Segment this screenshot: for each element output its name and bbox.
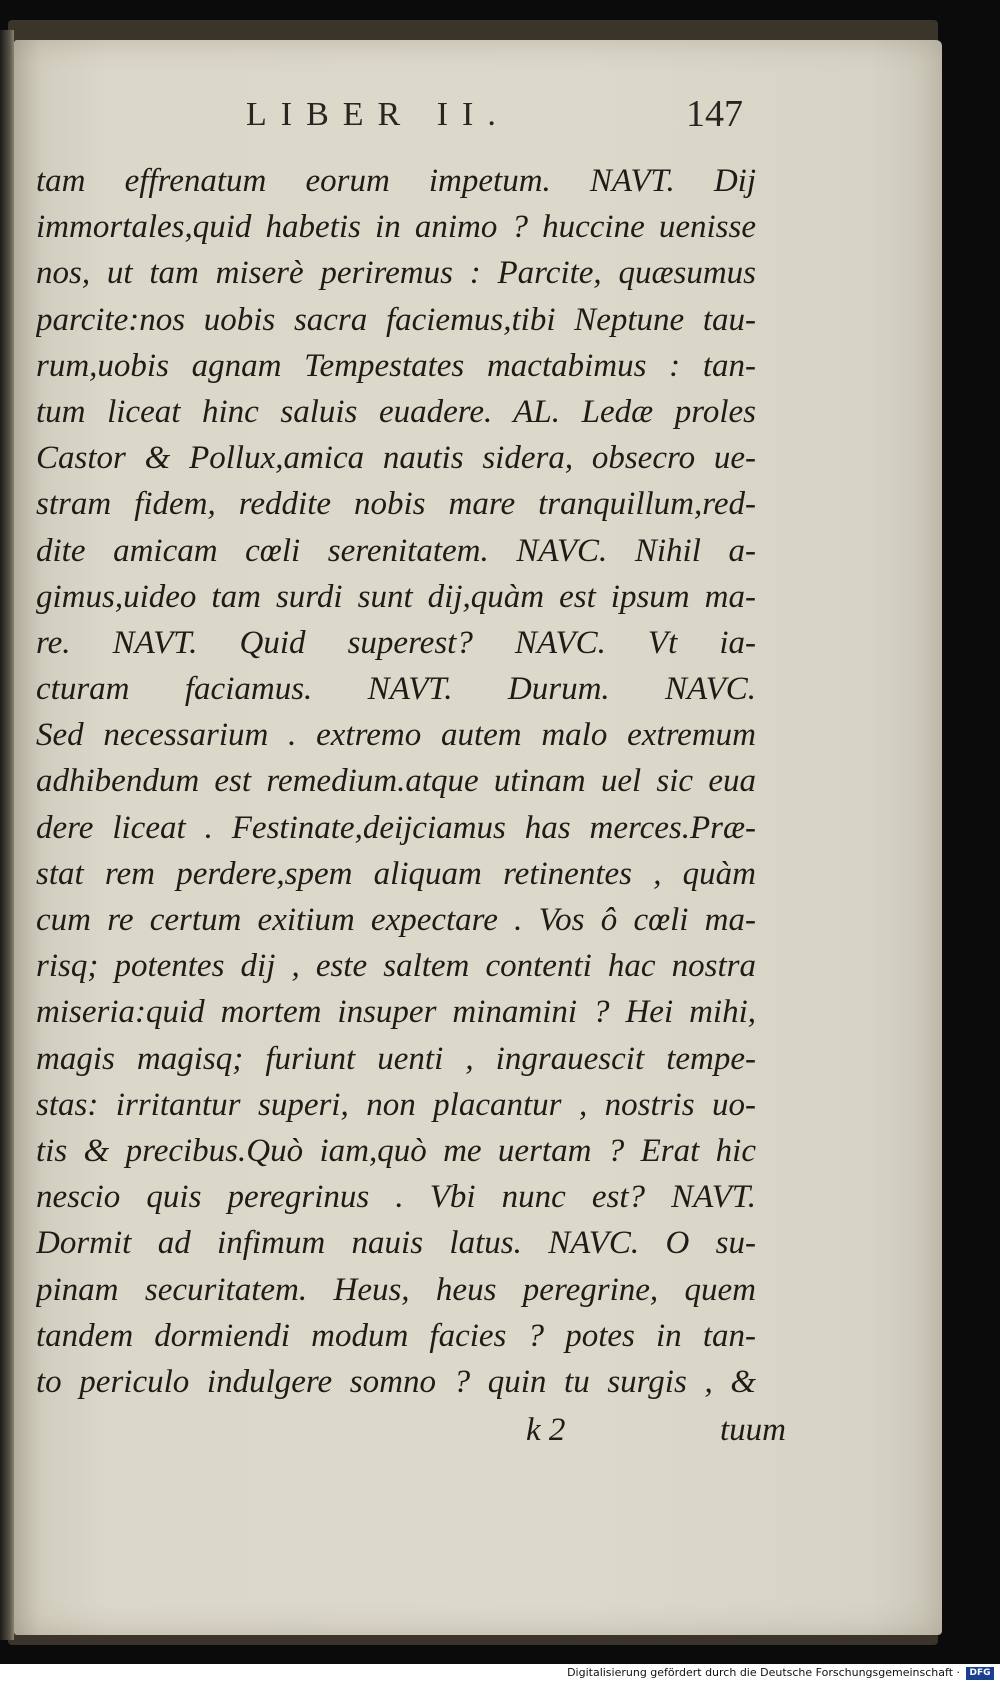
text-line: risq; potentes dij , este saltem contenti hac nostra bbox=[36, 948, 756, 985]
text-line: stat rem perdere,spem aliquam retinentes , quàm bbox=[36, 855, 756, 892]
footer-credit: Digitalisierung gefördert durch die Deutsche Forschungsgemeinschaft · bbox=[567, 1666, 960, 1679]
running-head: LIBER II. bbox=[246, 96, 510, 133]
text-line: adhibendum est remedium.atque utinam uel sic eua bbox=[36, 763, 756, 800]
page-header bbox=[246, 90, 746, 150]
text-line: cum re certum exitium expectare . Vos ô cœli ma- bbox=[36, 902, 756, 938]
text-line: tandem dormiendi modum facies ? potes in tan- bbox=[36, 1317, 756, 1354]
text-line: nos, ut tam miserè periremus : Parcite, quæsumus bbox=[36, 255, 756, 292]
text-line: to periculo indulgere somno ? quin tu surgis , & bbox=[36, 1363, 756, 1400]
text-line: tum liceat hinc saluis euadere. AL. Ledæ proles bbox=[36, 393, 756, 430]
text-line: miseria:quid mortem insuper minamini ? Hei mihi, bbox=[36, 994, 756, 1031]
signature-mark: k 2 bbox=[526, 1412, 566, 1448]
text-line: nescio quis peregrinus . Vbi nunc est? NAVT. bbox=[36, 1179, 756, 1216]
text-line: parcite:nos uobis sacra faciemus,tibi Neptune tau- bbox=[36, 301, 756, 338]
page-number: 147 bbox=[686, 93, 743, 135]
book-page bbox=[14, 40, 942, 1635]
text-line: Dormit ad infimum nauis latus. NAVC. O su- bbox=[36, 1225, 756, 1262]
body-text bbox=[36, 158, 756, 1405]
dfg-logo-icon: DFG bbox=[966, 1667, 994, 1680]
text-line: Castor & Pollux,amica nautis sidera, obsecro ue- bbox=[36, 440, 756, 477]
catchword: tuum bbox=[720, 1412, 786, 1448]
text-line: Sed necessarium . extremo autem malo extremum bbox=[36, 717, 756, 754]
text-line: dite amicam cœli serenitatem. NAVC. Nihil a- bbox=[36, 532, 756, 569]
text-line: rum,uobis agnam Tempestates mactabimus : tan- bbox=[36, 347, 756, 384]
catchline bbox=[526, 1412, 786, 1460]
text-line: re. NAVT. Quid superest? NAVC. Vt ia- bbox=[36, 624, 756, 661]
text-line: tam effrenatum eorum impetum. NAVT. Dij bbox=[36, 163, 756, 199]
book-spine bbox=[0, 30, 14, 1640]
text-line: stram fidem, reddite nobis mare tranquillum,red- bbox=[36, 486, 756, 523]
text-line: tis & precibus.Quò iam,quò me uertam ? Erat hic bbox=[36, 1132, 756, 1169]
text-line: stas: irritantur superi, non placantur , nostris uo- bbox=[36, 1086, 756, 1123]
text-line: gimus,uideo tam surdi sunt dij,quàm est ipsum ma- bbox=[36, 578, 756, 615]
text-line: dere liceat . Festinate,deijciamus has merces.Præ- bbox=[36, 809, 756, 846]
text-line: immortales,quid habetis in animo ? huccine uenisse bbox=[36, 209, 756, 246]
text-line: magis magisq; furiunt uenti , ingrauescit tempe- bbox=[36, 1040, 756, 1077]
text-line: cturam faciamus. NAVT. Durum. NAVC. bbox=[36, 671, 756, 708]
text-line: pinam securitatem. Heus, heus peregrine, quem bbox=[36, 1271, 756, 1308]
